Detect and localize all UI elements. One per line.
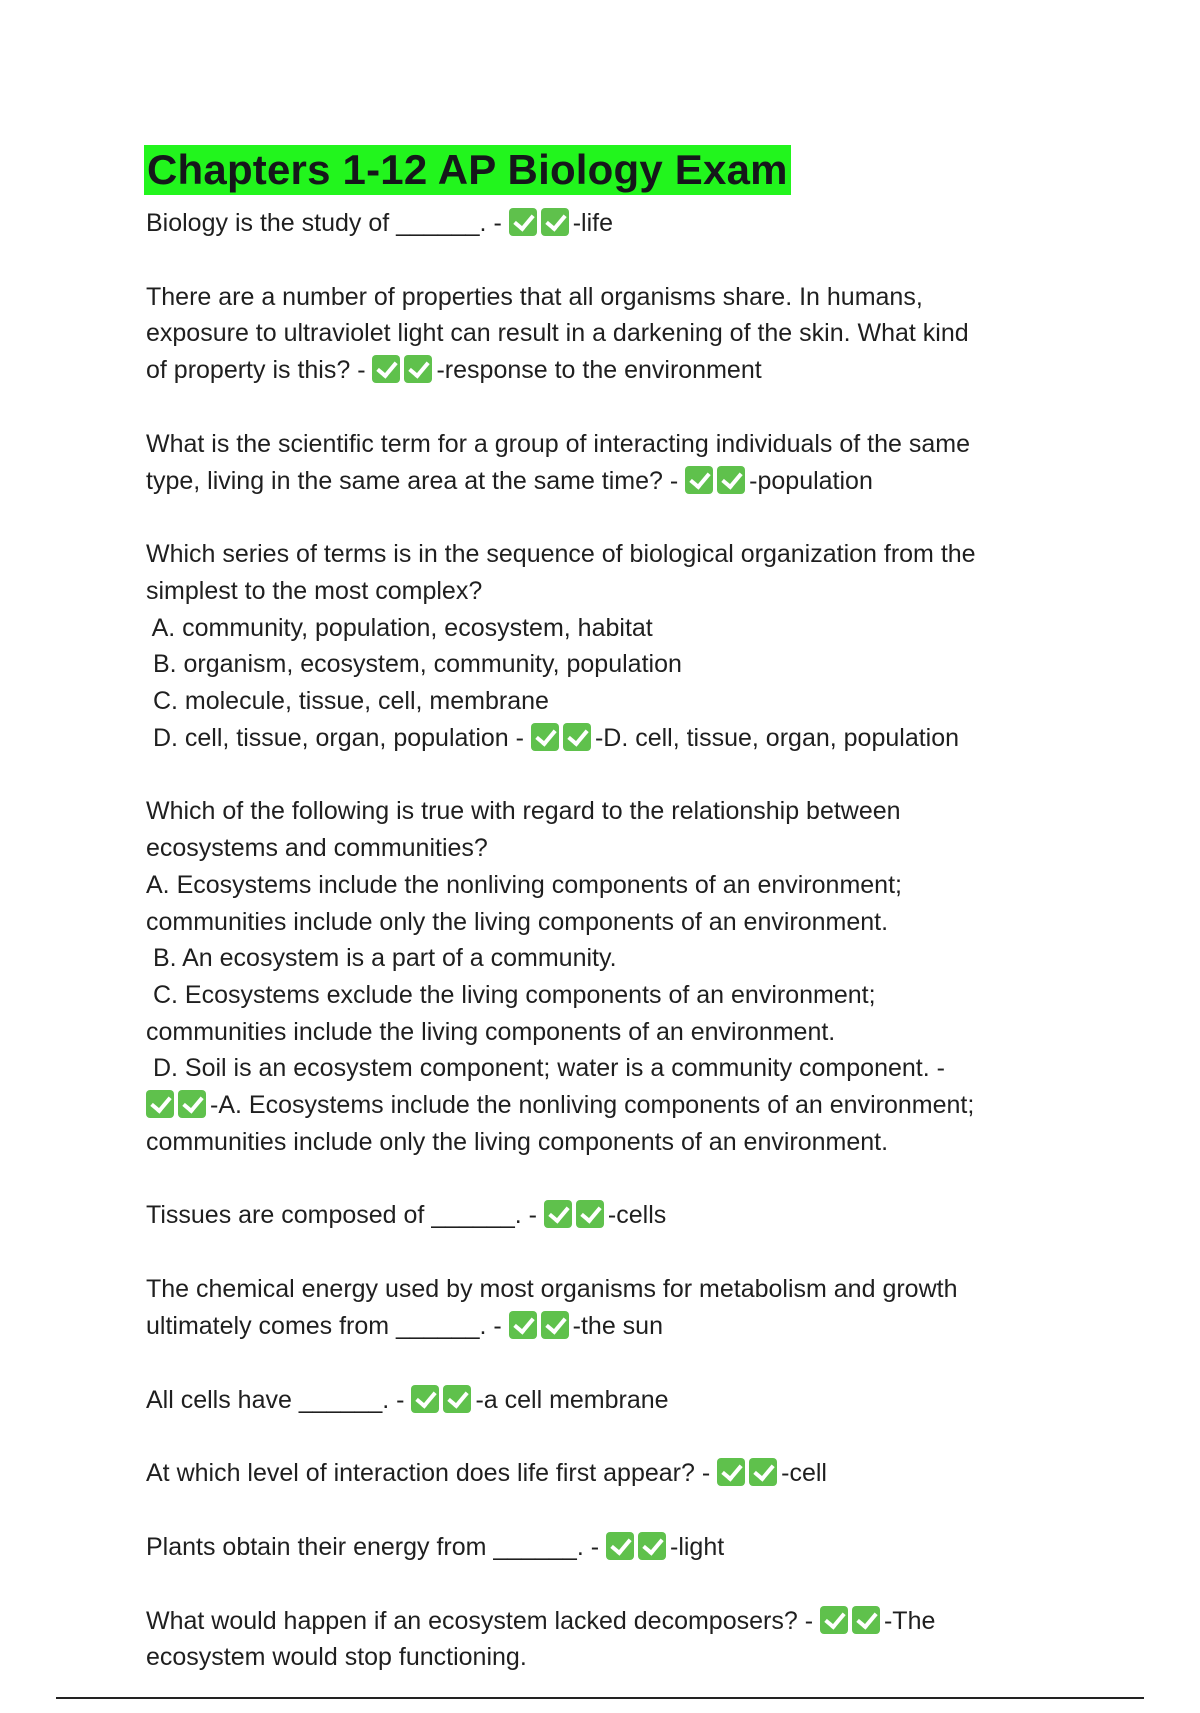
check-mark-icon xyxy=(852,1606,880,1634)
qa-item xyxy=(146,1197,1096,1234)
question-text: C. Ecosystems exclude the living components of an environment; xyxy=(146,980,876,1009)
qa-list xyxy=(146,205,1096,1676)
check-mark-icon xyxy=(749,1458,777,1486)
answer-text: -cell xyxy=(781,1459,827,1488)
qa-item xyxy=(146,1382,1096,1419)
question-line xyxy=(146,610,1096,647)
answer-marker xyxy=(146,1087,210,1124)
answer-marker xyxy=(531,720,595,757)
question-line xyxy=(146,573,1096,610)
question-line xyxy=(146,867,1096,904)
check-mark-icon xyxy=(411,1385,439,1413)
question-text: exposure to ultraviolet light can result in a darkening of the skin. What kind xyxy=(146,319,969,348)
answer-marker xyxy=(509,1308,573,1345)
answer-text: -light xyxy=(670,1532,725,1561)
check-mark-icon xyxy=(717,466,745,494)
question-text: D. Soil is an ecosystem component; water is a community component. - xyxy=(146,1054,945,1083)
check-mark-icon xyxy=(563,723,591,751)
question-text: B. An ecosystem is a part of a community. xyxy=(146,944,617,973)
question-line xyxy=(146,1087,1096,1124)
question-text: type, living in the same area at the same time? - xyxy=(146,466,686,495)
check-mark-icon xyxy=(146,1090,174,1118)
qa-item xyxy=(146,536,1096,756)
question-text: D. cell, tissue, organ, population - xyxy=(146,723,531,752)
check-mark-icon xyxy=(404,355,432,383)
question-line xyxy=(146,683,1096,720)
answer-marker xyxy=(685,463,749,500)
question-line xyxy=(146,940,1096,977)
qa-item xyxy=(146,205,1096,242)
check-mark-icon xyxy=(685,466,713,494)
check-mark-icon xyxy=(531,723,559,751)
question-text: ultimately comes from ______. - xyxy=(146,1311,509,1340)
check-mark-icon xyxy=(443,1385,471,1413)
question-text: Tissues are composed of ______. - xyxy=(146,1201,544,1230)
check-mark-icon xyxy=(178,1090,206,1118)
answer-text: -a cell membrane xyxy=(475,1385,669,1414)
question-text: communities include only the living components of an environment. xyxy=(146,907,889,936)
answer-text: -response to the environment xyxy=(436,356,762,385)
check-mark-icon xyxy=(541,1311,569,1339)
page-bottom-rule xyxy=(56,1697,1144,1699)
question-text: All cells have ______. - xyxy=(146,1385,412,1414)
answer-text: -population xyxy=(749,466,873,495)
question-line xyxy=(146,1197,1096,1234)
qa-item xyxy=(146,426,1096,499)
question-line xyxy=(146,1603,1096,1640)
qa-item xyxy=(146,1455,1096,1492)
answer-marker xyxy=(372,352,436,389)
answer-marker xyxy=(544,1197,608,1234)
question-line xyxy=(146,315,1096,352)
question-text: What is the scientific term for a group of interacting individuals of the same xyxy=(146,429,970,458)
question-line xyxy=(146,279,1096,316)
question-text: Which series of terms is in the sequence of biological organization from the xyxy=(146,540,976,569)
question-text: Plants obtain their energy from ______. - xyxy=(146,1532,606,1561)
qa-item xyxy=(146,279,1096,389)
answer-text: -A. Ecosystems include the nonliving components of an environment; xyxy=(210,1091,975,1120)
answer-marker xyxy=(717,1455,781,1492)
question-line xyxy=(146,793,1096,830)
question-text: of property is this? - xyxy=(146,356,373,385)
question-line xyxy=(146,1014,1096,1051)
qa-item xyxy=(146,793,1096,1160)
question-text: There are a number of properties that all organisms share. In humans, xyxy=(146,282,923,311)
check-mark-icon xyxy=(717,1458,745,1486)
question-text: Biology is the study of ______. - xyxy=(146,209,509,237)
page-title: Chapters 1-12 AP Biology Exam xyxy=(144,145,791,195)
question-text: ecosystems and communities? xyxy=(146,834,488,863)
check-mark-icon xyxy=(544,1200,572,1228)
answer-continuation: ecosystem would stop functioning. xyxy=(146,1643,527,1672)
question-line xyxy=(146,1050,1096,1087)
question-line xyxy=(146,646,1096,683)
question-line xyxy=(146,904,1096,941)
check-mark-icon xyxy=(509,1311,537,1339)
check-mark-icon xyxy=(576,1200,604,1228)
question-text: A. community, population, ecosystem, habitat xyxy=(146,613,653,642)
answer-marker xyxy=(509,205,573,242)
question-line xyxy=(146,977,1096,1014)
question-line xyxy=(146,720,1096,757)
check-mark-icon xyxy=(372,355,400,383)
answer-text: -cells xyxy=(607,1201,667,1230)
question-text: The chemical energy used by most organisms for metabolism and growth xyxy=(146,1275,958,1304)
question-line xyxy=(146,1382,1096,1419)
answer-text: -The xyxy=(883,1606,936,1635)
question-line xyxy=(146,1308,1096,1345)
answer-marker xyxy=(411,1382,475,1419)
question-line xyxy=(146,1271,1096,1308)
question-text: communities include the living components of an environment. xyxy=(146,1017,836,1046)
question-text: C. molecule, tissue, cell, membrane xyxy=(146,687,549,716)
question-line xyxy=(146,205,1096,242)
check-mark-icon xyxy=(509,208,537,236)
document-page xyxy=(146,145,1096,1713)
question-line xyxy=(146,1529,1096,1566)
question-text: Which of the following is true with regard to the relationship between xyxy=(146,797,901,826)
answer-text: -life xyxy=(572,209,614,237)
qa-item xyxy=(146,1603,1096,1676)
question-text: A. Ecosystems include the nonliving components of an environment; xyxy=(146,870,902,899)
answer-marker xyxy=(820,1603,884,1640)
answer-marker xyxy=(606,1529,670,1566)
check-mark-icon xyxy=(820,1606,848,1634)
question-line xyxy=(146,536,1096,573)
qa-item xyxy=(146,1529,1096,1566)
check-mark-icon xyxy=(638,1532,666,1560)
question-line xyxy=(146,426,1096,463)
question-text: simplest to the most complex? xyxy=(146,576,483,605)
question-text: B. organism, ecosystem, community, population xyxy=(146,650,682,679)
question-text: What would happen if an ecosystem lacked decomposers? - xyxy=(146,1606,820,1635)
question-line xyxy=(146,463,1096,500)
question-line xyxy=(146,352,1096,389)
question-line xyxy=(146,830,1096,867)
question-line xyxy=(146,1455,1096,1492)
qa-item xyxy=(146,1271,1096,1344)
question-text: At which level of interaction does life first appear? - xyxy=(146,1459,718,1488)
answer-text: -D. cell, tissue, organ, population xyxy=(594,723,960,752)
answer-text: -the sun xyxy=(572,1311,663,1340)
check-mark-icon xyxy=(606,1532,634,1560)
check-mark-icon xyxy=(541,208,569,236)
answer-continuation: communities include only the living components of an environment. xyxy=(146,1127,889,1156)
